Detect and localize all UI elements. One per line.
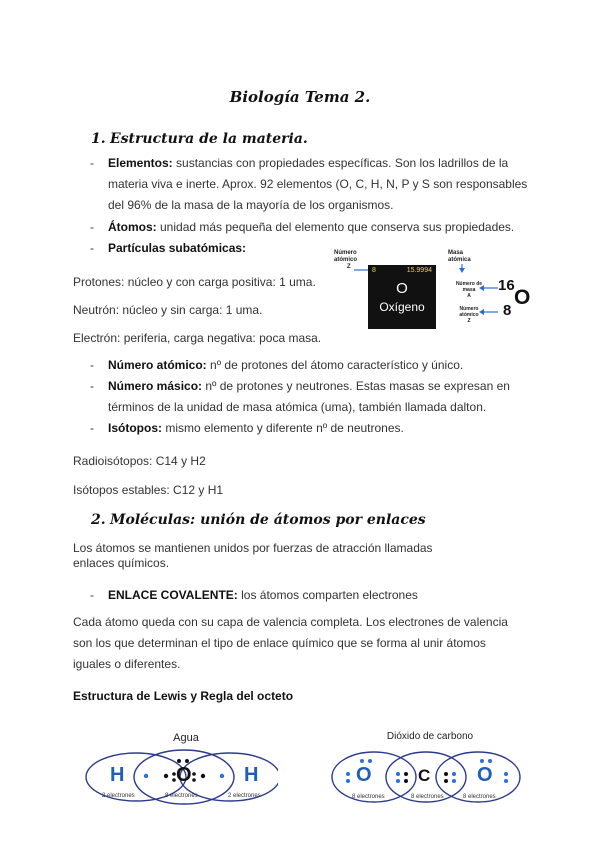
co2-label-3: 8 electrones bbox=[463, 794, 496, 800]
electron-dot bbox=[201, 774, 205, 778]
arrow-head bbox=[479, 285, 484, 291]
water-label-1: 2 electrones bbox=[102, 793, 135, 799]
bullet-numero-masico bbox=[108, 376, 528, 418]
card-name: Oxígeno bbox=[379, 300, 425, 314]
section2-intro: Los átomos se mantienen unidos por fuerzas de atracción llamadas enlaces químicos. bbox=[73, 541, 433, 570]
electron-dot bbox=[504, 779, 508, 783]
electron-dot bbox=[404, 772, 408, 776]
term: Número másico: bbox=[108, 379, 203, 393]
section2-number: 2. bbox=[91, 512, 106, 528]
card-label-atomic-number: Número atómico bbox=[334, 250, 358, 263]
particle-neutron: Neutrón: núcleo y sin carga: 1 uma. bbox=[73, 303, 263, 317]
co2-atom-c: C bbox=[418, 766, 431, 785]
bullet-dash: - bbox=[90, 156, 94, 170]
term: Número atómico: bbox=[108, 358, 207, 372]
lewis-title: Estructura de Lewis y Regla del octeto bbox=[73, 689, 294, 703]
electron-dot bbox=[144, 774, 148, 778]
bullet-isotopos bbox=[108, 418, 528, 439]
electron-dot bbox=[480, 759, 484, 763]
water-title: Agua bbox=[173, 732, 199, 744]
water-atom-h2: H bbox=[244, 764, 259, 786]
water-label-3: 2 electrones bbox=[228, 793, 261, 799]
electron-dot bbox=[452, 779, 456, 783]
bullet-dash: - bbox=[90, 220, 94, 234]
notation-symbol: O bbox=[514, 286, 531, 309]
term: Isótopos: bbox=[108, 421, 162, 435]
electron-dot bbox=[396, 779, 400, 783]
co2-label-2: 8 electrones bbox=[411, 794, 444, 800]
water-atom-h1: H bbox=[110, 764, 125, 786]
section1-heading: Estructura de la materia. bbox=[110, 131, 308, 147]
particle-protones: Protones: núcleo y con carga positiva: 1 uma. bbox=[73, 275, 316, 289]
bullet-dash: - bbox=[90, 379, 94, 393]
electron-dot bbox=[185, 759, 189, 763]
electron-dot bbox=[192, 772, 196, 776]
mass-number-letter: A bbox=[467, 293, 471, 299]
electron-dot bbox=[452, 772, 456, 776]
electron-dot bbox=[220, 774, 224, 778]
electron-dot bbox=[346, 779, 350, 783]
bullet-elementos bbox=[108, 153, 528, 216]
card-symbol: O bbox=[396, 280, 408, 297]
atomic-number-text: Número atómico bbox=[459, 306, 479, 318]
bullet-numero-atomico bbox=[108, 355, 528, 376]
electron-dot bbox=[192, 778, 196, 782]
oxygen-element-card bbox=[368, 265, 436, 329]
electron-dot bbox=[177, 759, 181, 763]
bullet-dash: - bbox=[90, 588, 94, 602]
co2-title: Dióxido de carbono bbox=[386, 731, 474, 742]
definition: unidad más pequeña del elemento que conserva sus propiedades. bbox=[156, 220, 515, 234]
co2-label-1: 8 electrones bbox=[352, 794, 385, 800]
electron-dot bbox=[444, 772, 448, 776]
arrow-head bbox=[479, 309, 484, 315]
section1-number: 1. bbox=[91, 131, 106, 147]
term: Partículas subatómicas: bbox=[108, 241, 247, 255]
page-title: Biología Tema 2. bbox=[229, 88, 371, 106]
bullet-enlace-covalente bbox=[108, 585, 528, 606]
card-label-atomic-mass: Masa atómica bbox=[448, 250, 471, 263]
stable-isotopes-line: Isótopos estables: C12 y H1 bbox=[73, 483, 224, 497]
section2-heading: Moléculas: unión de átomos por enlaces bbox=[110, 512, 426, 528]
definition: los átomos comparten electrones bbox=[237, 588, 418, 602]
bullet-dash: - bbox=[90, 421, 94, 435]
electron-dot bbox=[444, 779, 448, 783]
definition: nº de protones y neutrones. Estas masas se expresan en términos de la unidad de masa atómica (uma), también llamada dalton. bbox=[108, 379, 510, 414]
water-atom-o: O bbox=[176, 764, 192, 786]
bullet-atomos bbox=[108, 217, 528, 238]
particle-electron: Electrón: periferia, carga negativa: poca masa. bbox=[73, 331, 322, 345]
electron-dot bbox=[164, 774, 168, 778]
definition: nº de protones del átomo característico y único. bbox=[206, 358, 464, 372]
term: Elementos: bbox=[108, 156, 173, 170]
card-label-z: Z bbox=[347, 264, 351, 270]
mass-number-text: Número de masa bbox=[455, 281, 483, 293]
atomic-number-letter: Z bbox=[467, 318, 471, 324]
electron-dot bbox=[368, 759, 372, 763]
electron-dot bbox=[396, 772, 400, 776]
radioisotopes-line: Radioisótopos: C14 y H2 bbox=[73, 454, 206, 468]
definition: mismo elemento y diferente nº de neutrones. bbox=[162, 421, 404, 435]
card-mass: 15.9994 bbox=[406, 267, 432, 274]
notation-atomic: 8 bbox=[503, 302, 512, 319]
co2-atom-o2: O bbox=[477, 764, 493, 786]
water-label-2: 8 electrones bbox=[165, 793, 198, 799]
section2-paragraph: Cada átomo queda con su capa de valencia completa. Los electrones de valencia son los que determinan el tipo de enlace químico que se forma al unir átomos iguales o diferentes. bbox=[73, 615, 508, 671]
electron-dot bbox=[360, 759, 364, 763]
co2-atom-o1: O bbox=[356, 764, 372, 786]
bullet-dash: - bbox=[90, 241, 94, 255]
arrow-head bbox=[459, 268, 465, 273]
term: Átomos: bbox=[108, 220, 157, 234]
electron-dot bbox=[404, 779, 408, 783]
electron-dot bbox=[488, 759, 492, 763]
term: ENLACE COVALENTE: bbox=[108, 588, 238, 602]
bullet-dash: - bbox=[90, 358, 94, 372]
notation-mass: 16 bbox=[498, 277, 515, 294]
card-atomic-number: 8 bbox=[372, 267, 376, 274]
electron-dot bbox=[346, 772, 350, 776]
electron-dot bbox=[504, 772, 508, 776]
definition: sustancias con propiedades específicas. Son los ladrillos de la materia viva e inerte. Aprox. 92 elementos (O, C, H, N, P y S son responsables del 96% de la masa de la mayoría de los organismos. bbox=[108, 156, 528, 212]
